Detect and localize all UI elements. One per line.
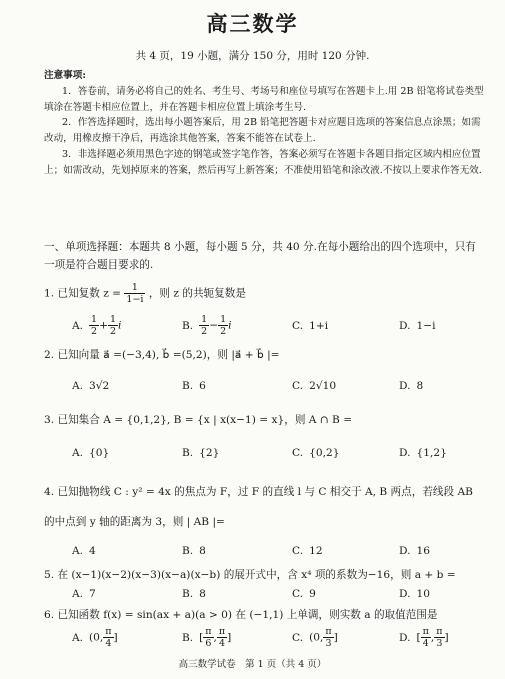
- notice-item: 2．作答选择题时，选出每小题答案后，用 2B 铅笔把答题卡对应题目选项的答案信息点涂黑；如需改动，用橡皮擦干净后，再选涂其他答案，答案不能答在试卷上.: [44, 117, 481, 145]
- notice-item: 1．答卷前，请务必将自己的姓名、考生号、考场号和座位号填写在答题卡上.用 2B 铅笔将试卷类型填涂在答题卡相应位置上，并在答题卡相应位置上填涂考生号.: [44, 85, 484, 113]
- option-b: B. 8: [182, 588, 206, 600]
- option-b: B. $\frac{1}{2}$ − $\frac{1}{2}$ i: [182, 314, 232, 337]
- option-d: D. 10: [399, 588, 430, 600]
- option-a: A. $\frac{1}{2}$ + $\frac{1}{2}$ i: [72, 314, 122, 337]
- question-6: 6. 已知函数 f(x) = sin(ax + a)(a > 0) 在 (−1,1) 上单调，则实数 a 的取值范围是: [44, 609, 438, 621]
- question-1-stem: 1. 已知复数 z =: [44, 287, 122, 300]
- option-c: C. 1+i: [292, 320, 329, 332]
- notice-block: [44, 68, 484, 179]
- fraction: $\frac{1}{1-i}$: [126, 282, 144, 305]
- option-d: D. 8: [399, 380, 424, 392]
- option-c: C. 2√10: [292, 380, 337, 392]
- option-c: C. 12: [292, 545, 323, 557]
- option-c: C. {0,2}: [292, 447, 340, 459]
- option-b: B. 6: [182, 380, 206, 392]
- question-4-line-1: 4. 已知抛物线 C : y² = 4x 的焦点为 F，过 F 的直线 l 与 C 相交于 A, B 两点，若线段 AB: [44, 486, 473, 498]
- notice-heading: 注意事项:: [44, 70, 86, 81]
- option-a: A. (0, $\frac{\pi}{4}$ ]: [72, 626, 118, 649]
- exam-info: 共 4 页，19 小题，满分 150 分，用时 120 分钟.: [135, 50, 370, 62]
- question-1: [44, 282, 484, 305]
- question-5: 5. 在 (x−1)(x−2)(x−3)(x−a)(x−b) 的展开式中，含 x⁴ 项的系数为−16，则 a + b =: [44, 569, 456, 581]
- page-footer: 高三数学试卷 第 1 页（共 4 页）: [178, 659, 327, 670]
- option-b: B. [ $\frac{\pi}{6}$ , $\frac{\pi}{4}$ ]: [182, 626, 232, 649]
- option-a: A. 3√2: [72, 380, 110, 392]
- option-d: D. 1−i: [399, 320, 436, 332]
- option-d: D. {1,2}: [399, 447, 447, 459]
- option-d: D. [ $\frac{\pi}{4}$ , $\frac{\pi}{3}$ ]: [399, 626, 449, 649]
- option-a: A. 4: [72, 545, 96, 557]
- question-2: 2. 已知向量 a⃗ =(−3,4), b⃗ =(5,2)，则 |a⃗ + b⃗ |=: [44, 349, 280, 361]
- option-a: A. {0}: [72, 447, 110, 459]
- option-d: D. 16: [399, 545, 430, 557]
- notice-item: 3．非选择题必须用黑色字迹的钢笔或签字笔作答，答案必须写在答题卡各题目指定区域内相应位置上；如需改动，先划掉原来的答案，然后再写上新答案；不准使用铅笔和涂改液.不按以上要求作答无效.: [44, 148, 482, 176]
- option-b: B. 8: [182, 545, 206, 557]
- section-heading: 一、单项选择题：本题共 8 小题，每小题 5 分，共 40 分.在每小题给出的四个选项中，只有一项是符合题目要求的.: [44, 241, 476, 271]
- page-title: 高三数学: [206, 11, 299, 36]
- option-b: B. {2}: [182, 447, 220, 459]
- option-a: A. 7: [72, 588, 96, 600]
- option-c: C. 9: [292, 588, 316, 600]
- question-1-stem-end: ，则 z 的共轭复数是: [148, 287, 246, 300]
- option-c: C. (0, $\frac{\pi}{3}$ ]: [292, 626, 338, 649]
- question-4-line-2: 的中点到 y 轴的距离为 3，则 | AB |=: [44, 516, 225, 528]
- question-3: 3. 已知集合 A = {0,1,2}, B = {x | x(x−1) = x}，则 A ∩ B =: [44, 414, 353, 426]
